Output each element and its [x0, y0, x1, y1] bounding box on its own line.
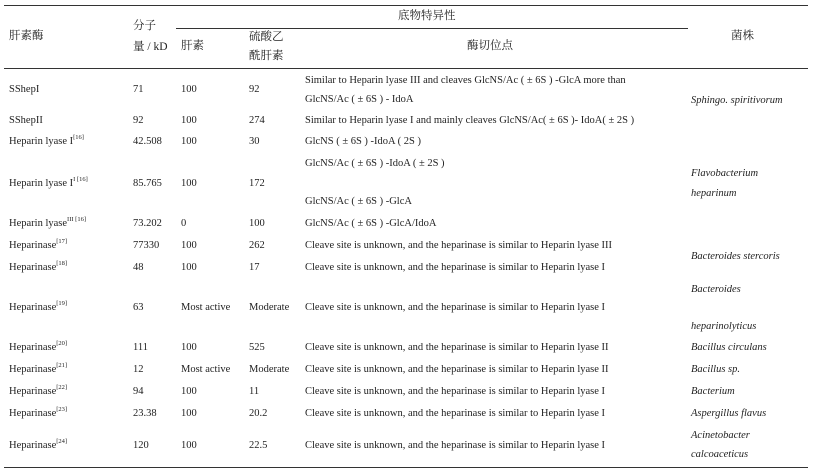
cell-cleavage-site: Cleave site is unknown, and the heparinase is similar to Heparin lyase III: [305, 240, 613, 251]
reference-superscript: [16]: [73, 134, 84, 141]
cell-heparin-activity: 100: [181, 408, 197, 419]
cell-strain: Acinetobacter: [691, 430, 750, 441]
cell-cleavage-site: GlcNS/Ac ( ± 6S ) -GlcA: [305, 196, 412, 207]
cell-heparan-sulfate-activity: 262: [249, 240, 265, 251]
cell-cleavage-site: Cleave site is unknown, and the heparinase is similar to Heparin lyase II: [305, 342, 609, 353]
cell-molecular-weight: 92: [133, 115, 144, 126]
reference-superscript: [17]: [56, 238, 68, 245]
cell-heparin-activity: 100: [181, 240, 197, 251]
cell-enzyme-name: [9, 261, 67, 274]
cell-heparin-activity: 0: [181, 218, 187, 229]
cell-heparan-sulfate-activity: 100: [249, 218, 265, 229]
reference-superscript: I [16]: [73, 176, 88, 183]
cell-heparan-sulfate-activity: 17: [249, 262, 260, 273]
group-header-rule: [176, 28, 688, 29]
cell-strain: Sphingo. spiritivorum: [691, 95, 783, 106]
cell-cleavage-site: Cleave site is unknown, and the heparinase is similar to Heparin lyase I: [305, 440, 606, 451]
cell-heparin-activity: 100: [181, 84, 197, 95]
cell-molecular-weight: 77330: [133, 240, 160, 251]
cell-heparan-sulfate-activity: 92: [249, 84, 260, 95]
enzyme-name-text: Heparinase: [9, 386, 57, 397]
cell-strain: Bacterium: [691, 386, 735, 397]
header-cleavage: 酶切位点: [467, 40, 513, 52]
cell-enzyme-name: [9, 407, 67, 420]
enzyme-name-text: Heparinase: [9, 364, 57, 375]
cell-enzyme-name: [9, 385, 67, 398]
cell-cleavage-site: GlcNS/Ac ( ± 6S ) - IdoA: [305, 94, 414, 105]
cell-cleavage-site: GlcNS/Ac ( ± 6S ) -IdoA ( ± 2S ): [305, 158, 445, 169]
cell-enzyme-name: [9, 439, 67, 452]
cell-strain: Bacteroides stercoris: [691, 251, 780, 262]
cell-molecular-weight: 120: [133, 440, 149, 451]
enzyme-name-text: Heparinase: [9, 408, 57, 419]
cell-heparin-activity: 100: [181, 342, 197, 353]
enzyme-name-text: SShepI: [9, 84, 40, 95]
cell-strain: Flavobacterium: [691, 168, 759, 179]
cell-heparin-activity: 100: [181, 136, 197, 147]
cell-cleavage-site: GlcNS ( ± 6S ) -IdoA ( 2S ): [305, 136, 422, 147]
header-heparin: 肝素: [181, 40, 204, 52]
cell-heparin-activity: 100: [181, 386, 197, 397]
header-strain: 菌株: [731, 30, 754, 42]
cell-heparin-activity: 100: [181, 262, 197, 273]
cell-strain: calcoaceticus: [691, 449, 749, 460]
cell-molecular-weight: 23.38: [133, 408, 157, 419]
cell-strain: heparinolyticus: [691, 321, 757, 332]
cell-molecular-weight: 63: [133, 302, 144, 313]
cell-heparan-sulfate-activity: Moderate: [249, 302, 290, 313]
cell-heparin-activity: 100: [181, 440, 197, 451]
enzyme-name-text: Heparin lyase: [9, 218, 68, 229]
header-bottom-rule: [4, 68, 808, 69]
enzyme-name-text: Heparinase: [9, 240, 57, 251]
enzyme-name-text: SShepII: [9, 115, 43, 126]
header-enzyme: 肝素酶: [9, 30, 44, 42]
cell-cleavage-site: Cleave site is unknown, and the heparinase is similar to Heparin lyase I: [305, 262, 606, 273]
cell-cleavage-site: Similar to Heparin lyase III and cleaves GlcNS/Ac ( ± 6S ) -GlcA more than: [305, 75, 626, 86]
header-specificity-group: 底物特异性: [398, 10, 456, 22]
cell-strain: Bacillus circulans: [691, 342, 767, 353]
cell-enzyme-name: [9, 114, 43, 127]
header-hs-line2: 酰肝素: [249, 50, 284, 62]
cell-cleavage-site: Cleave site is unknown, and the heparinase is similar to Heparin lyase I: [305, 302, 606, 313]
enzyme-name-text: Heparinase: [9, 440, 57, 451]
enzyme-name-text: Heparinase: [9, 302, 57, 313]
cell-enzyme-name: [9, 363, 67, 376]
cell-molecular-weight: 85.765: [133, 178, 162, 189]
enzyme-name-text: Heparin lyase I: [9, 178, 74, 189]
enzyme-name-text: Heparinase: [9, 342, 57, 353]
cell-molecular-weight: 71: [133, 84, 144, 95]
reference-superscript: [23]: [56, 406, 68, 413]
cell-strain: Aspergillus flavus: [691, 408, 767, 419]
cell-heparin-activity: Most active: [181, 302, 231, 313]
enzyme-name-text: Heparin lyase I: [9, 136, 74, 147]
cell-heparan-sulfate-activity: 30: [249, 136, 260, 147]
cell-strain: Bacillus sp.: [691, 364, 740, 375]
reference-superscript: [19]: [56, 300, 68, 307]
header-mw-line1: 分子: [133, 20, 156, 32]
cell-cleavage-site: Similar to Heparin lyase I and mainly cleaves GlcNS/Ac( ± 6S )- IdoA( ± 2S ): [305, 115, 635, 126]
cell-molecular-weight: 111: [133, 342, 148, 353]
cell-cleavage-site: GlcNS/Ac ( ± 6S ) -GlcA/IdoA: [305, 218, 437, 229]
cell-heparan-sulfate-activity: Moderate: [249, 364, 290, 375]
cell-enzyme-name: [9, 177, 88, 190]
header-hs-line1: 硫酸乙: [249, 31, 284, 43]
top-rule: [4, 5, 808, 6]
bottom-rule: [4, 467, 808, 468]
cell-heparin-activity: 100: [181, 115, 197, 126]
enzyme-name-text: Heparinase: [9, 262, 57, 273]
cell-cleavage-site: Cleave site is unknown, and the heparinase is similar to Heparin lyase I: [305, 386, 606, 397]
cell-strain: Bacteroides: [691, 284, 741, 295]
reference-superscript: [24]: [56, 438, 68, 445]
header-mw-line2: 量 / kD: [133, 41, 168, 53]
reference-superscript: III [16]: [67, 216, 86, 223]
cell-enzyme-name: [9, 135, 84, 148]
cell-heparin-activity: Most active: [181, 364, 231, 375]
cell-strain: heparinum: [691, 188, 737, 199]
cell-enzyme-name: [9, 83, 39, 96]
cell-enzyme-name: [9, 301, 67, 314]
cell-molecular-weight: 12: [133, 364, 144, 375]
cell-heparan-sulfate-activity: 172: [249, 178, 265, 189]
cell-heparan-sulfate-activity: 11: [249, 386, 260, 397]
cell-heparan-sulfate-activity: 525: [249, 342, 265, 353]
cell-heparan-sulfate-activity: 20.2: [249, 408, 268, 419]
cell-enzyme-name: [9, 217, 86, 230]
cell-heparan-sulfate-activity: 274: [249, 115, 265, 126]
cell-molecular-weight: 42.508: [133, 136, 162, 147]
reference-superscript: [18]: [56, 260, 68, 267]
reference-superscript: [20]: [56, 340, 68, 347]
reference-superscript: [22]: [56, 384, 68, 391]
cell-heparin-activity: 100: [181, 178, 197, 189]
cell-molecular-weight: 94: [133, 386, 144, 397]
cell-cleavage-site: Cleave site is unknown, and the heparinase is similar to Heparin lyase II: [305, 364, 609, 375]
reference-superscript: [21]: [56, 362, 68, 369]
cell-enzyme-name: [9, 341, 67, 354]
cell-enzyme-name: [9, 239, 67, 252]
cell-molecular-weight: 48: [133, 262, 144, 273]
cell-heparan-sulfate-activity: 22.5: [249, 440, 268, 451]
cell-cleavage-site: Cleave site is unknown, and the heparinase is similar to Heparin lyase I: [305, 408, 606, 419]
cell-molecular-weight: 73.202: [133, 218, 162, 229]
